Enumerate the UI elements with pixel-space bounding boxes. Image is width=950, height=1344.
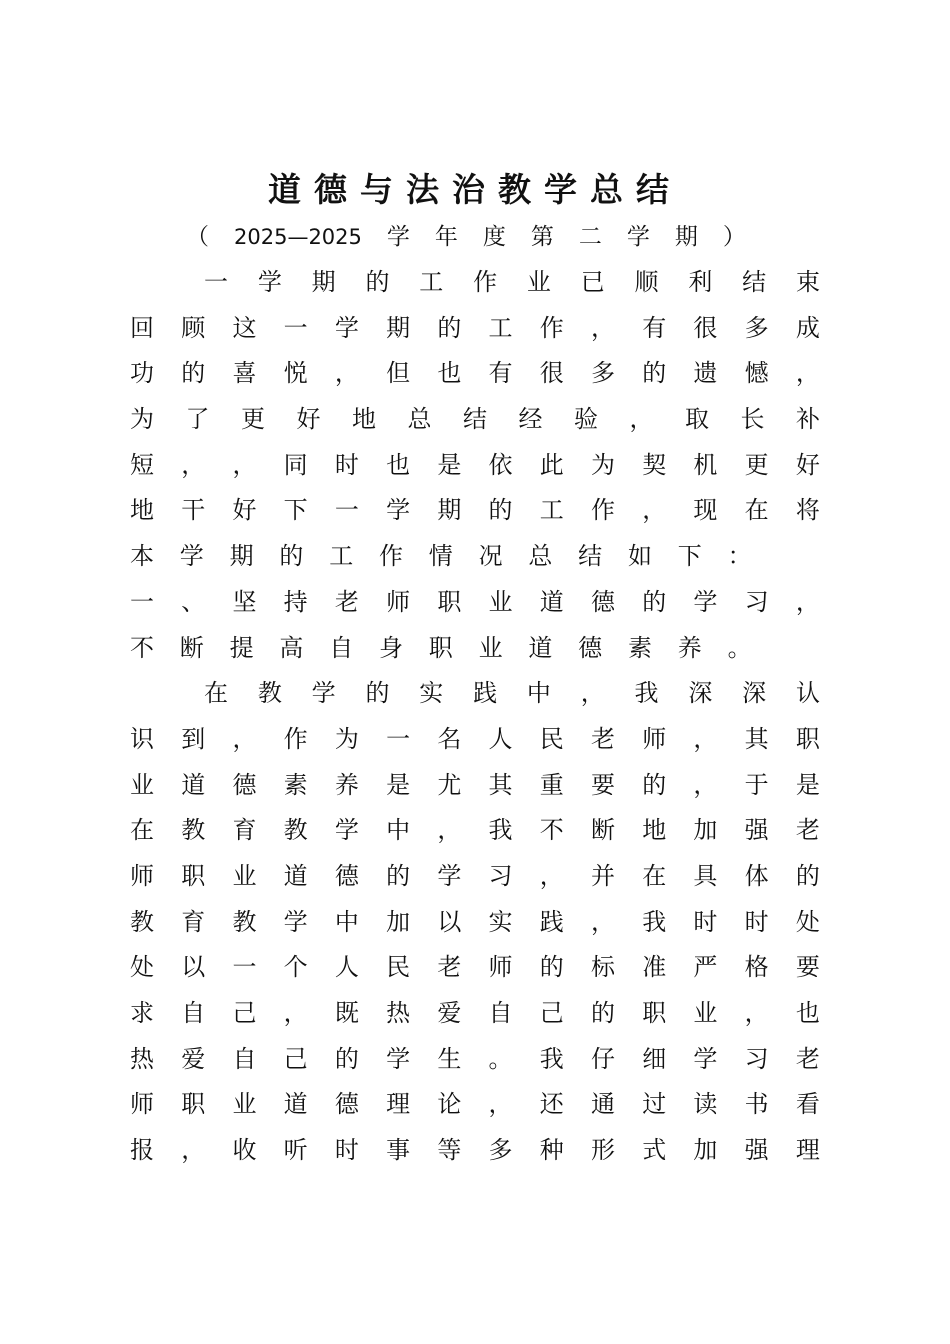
text-line: 教 育 教 学 中 加 以 实 践 ， 我 时 时 处	[130, 907, 820, 936]
subtitle-part: 期	[674, 224, 698, 250]
text-line: 本 学 期 的 工 作 情 况 总 结 如 下 ：	[130, 542, 752, 571]
text-line: 在 教 育 教 学 中 ， 我 不 断 地 加 强 老	[130, 816, 820, 845]
subtitle-row	[186, 220, 746, 254]
subtitle-part: （	[186, 224, 209, 250]
text-line: 报 ， 收 听 时 事 等 多 种 形 式 加 强 理	[130, 1136, 820, 1165]
text-line: 地 干 好 下 一 学 期 的 工 作 ， 现 在 将	[130, 496, 820, 525]
text-line: 一 、 坚 持 老 师 职 业 道 德 的 学 习 ，	[130, 587, 820, 616]
document-subtitle	[186, 220, 746, 254]
text-line: 一 学 期 的 工 作 业 已 顺 利 结 束	[204, 268, 820, 296]
text-line: 热 爱 自 己 的 学 生 。 我 仔 细 学 习 老	[130, 1044, 820, 1073]
subtitle-part: 学	[626, 224, 650, 250]
text-line: 师 职 业 道 德 理 论 ， 还 通 过 读 书 看	[130, 1090, 820, 1119]
text-line: 功 的 喜 悦 ， 但 也 有 很 多 的 遗 憾 ，	[130, 359, 820, 388]
text-line: 业 道 德 素 养 是 尤 其 重 要 的 ， 于 是	[130, 770, 820, 799]
subtitle-part: 第	[530, 224, 554, 250]
text-line: 求 自 己 ， 既 热 爱 自 己 的 职 业 ， 也	[130, 999, 820, 1027]
text-line: 识 到 ， 作 为 一 名 人 民 老 师 ， 其 职	[130, 724, 820, 753]
text-line: 为 了 更 好 地 总 结 经 验 ， 取 长 补	[130, 405, 820, 434]
subtitle-part: 度	[482, 224, 506, 250]
text-line: 短 ， ， 同 时 也 是 依 此 为 契 机 更 好	[130, 450, 820, 479]
document-body	[130, 260, 820, 1174]
document-title: 道德与法治教学总结	[268, 170, 682, 209]
subtitle-part: 年	[434, 224, 458, 250]
subtitle-part: 2025—2025	[234, 225, 362, 249]
text-line: 处 以 一 个 人 民 老 师 的 标 准 严 格 要	[130, 953, 820, 982]
text-line: 回 顾 这 一 学 期 的 工 作 ， 有 很 多 成	[130, 313, 820, 342]
subtitle-part: 二	[578, 224, 602, 250]
subtitle-part: ）	[722, 224, 746, 250]
text-line: 师 职 业 道 德 的 学 习 ， 并 在 具 体 的	[130, 861, 820, 890]
subtitle-part: 学	[386, 224, 410, 250]
text-line: 在 教 学 的 实 践 中 ， 我 深 深 认	[204, 679, 820, 708]
text-line: 不 断 提 高 自 身 职 业 道 德 素 养 。	[130, 633, 752, 662]
